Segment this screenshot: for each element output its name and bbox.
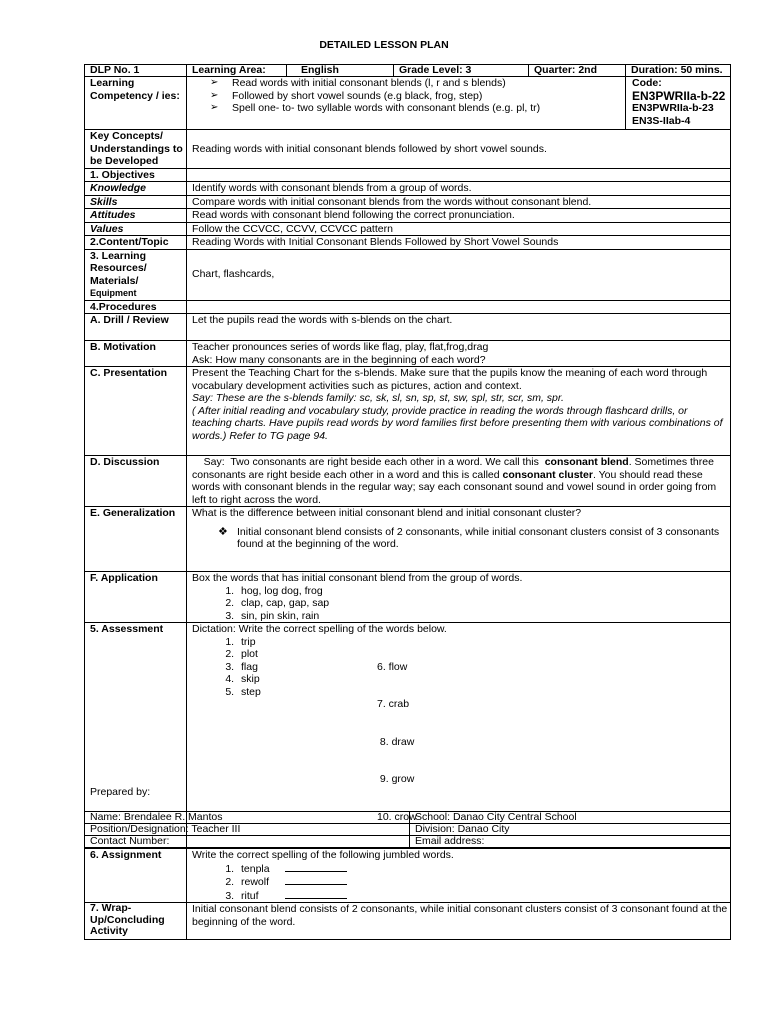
document-title: DETAILED LESSON PLAN <box>319 39 449 51</box>
key-concepts-text: Reading words with initial consonant blends followed by short vowel sounds. <box>187 130 731 169</box>
assessment-word: 4. skip <box>237 673 377 686</box>
application-row <box>85 572 731 623</box>
code-3: EN3S-IIab-4 <box>632 114 691 127</box>
wrapup-label: 7. Wrap- Up/Concluding Activity <box>85 903 187 940</box>
application-item: 3. sin, pin skin, rain <box>237 610 730 623</box>
generalization-question: What is the difference between initial consonant blend and initial consonant cluster? <box>192 507 582 519</box>
skills-text: Compare words with initial consonant blends from the words without consonant blend. <box>187 195 731 209</box>
assessment-word: 1. trip <box>237 636 377 649</box>
assignment-intro: Write the correct spelling of the following jumbled words. <box>192 849 454 861</box>
content-label: 2.Content/Topic <box>85 236 187 250</box>
presentation-cell <box>187 367 731 456</box>
values-text: Follow the CCVCC, CCVV, CCVCC pattern <box>187 222 731 236</box>
resources-label-cell <box>85 249 187 300</box>
jumbled-word <box>237 862 730 876</box>
attitudes-text: Read words with consonant blend following the correct pronunciation. <box>187 209 731 223</box>
discussion-part: . You should read these words with consonant blends in the regular way; say each consonant sound and vowel sound in order going from left to right across the word. <box>192 468 720 506</box>
presentation-text-1: Present the Teaching Chart for the s-blends. Make sure that the pupils know the meaning of each word through vocabulary development activities such as pictures, action and context. <box>192 367 708 392</box>
content-row <box>85 236 731 250</box>
presentation-text-2: Say: These are the s-blends family: sc, sk, sl, sn, sp, st, sw, spl, str, scr, sm, spr. <box>192 392 564 404</box>
key-concepts-label: Key Concepts/ Understandings to be Developed <box>85 130 187 169</box>
assessment-word: 2. plot <box>237 648 377 661</box>
competency-list <box>187 77 625 115</box>
header-row <box>85 65 731 77</box>
division: Division: Danao City <box>410 824 731 836</box>
duration: Duration: 50 mins. <box>626 65 731 77</box>
generalization-label: E. Generalization <box>85 507 187 572</box>
application-intro: Box the words that has initial consonant blend from the group of words. <box>192 572 523 584</box>
assignment-cell <box>187 849 731 903</box>
generalization-list <box>192 526 730 551</box>
application-list <box>192 585 730 623</box>
values-label: Values <box>85 222 187 236</box>
jumbled-word <box>237 889 730 903</box>
procedures-label: 4.Procedures <box>85 300 187 314</box>
competency-label: Learning Competency / ies: <box>85 77 187 130</box>
contact-number: Contact Number: <box>85 836 410 848</box>
resources-text: Chart, flashcards, <box>187 249 731 300</box>
signature-table <box>84 811 731 848</box>
values-row <box>85 222 731 236</box>
application-item: 1. hog, log dog, frog <box>237 585 730 598</box>
assessment-word: 5. step <box>237 686 377 699</box>
assessment-word: 10. crow <box>377 810 417 823</box>
assignment-label: 6. Assignment <box>85 849 187 903</box>
application-label: F. Application <box>85 572 187 623</box>
signature-row <box>85 836 731 848</box>
motivation-cell <box>187 341 731 367</box>
content-text: Reading Words with Initial Consonant Blends Followed by Short Vowel Sounds <box>187 236 731 250</box>
presentation-row <box>85 367 731 456</box>
discussion-part: Say: Two consonants are right beside each other in a word. We call this <box>192 456 545 468</box>
objectives-label: 1. Objectives <box>85 168 187 182</box>
competency-item: ➢ Read words with initial consonant blends (l, r and s blends) <box>210 77 625 90</box>
generalization-cell <box>187 507 731 572</box>
generalization-answer: ❖ Initial consonant blend consists of 2 consonants, while initial consonant clusters consist of 3 consonants found at the beginning of the word. <box>218 526 730 551</box>
signature-row <box>85 824 731 836</box>
objectives-row <box>85 168 731 182</box>
jumbled-word <box>237 875 730 889</box>
motivation-label: B. Motivation <box>85 341 187 367</box>
lesson-plan-table <box>84 64 731 940</box>
competency-list-cell <box>187 77 626 130</box>
competency-item: ➢ Followed by short vowel sounds (e.g black, frog, step) <box>210 90 625 103</box>
skills-row <box>85 195 731 209</box>
attitudes-label: Attitudes <box>85 209 187 223</box>
code-cell <box>626 77 731 130</box>
learning-area-label: Learning Area: <box>187 65 287 77</box>
teacher-name: Name: Brendalee R. Mantos <box>85 812 410 824</box>
answer-blank[interactable] <box>285 889 347 899</box>
assessment-intro: Dictation: Write the correct spelling of the words below. <box>192 623 447 635</box>
code-label: Code: <box>632 77 662 89</box>
position: Position/Designation: Teacher III <box>85 824 410 836</box>
jumbled-word-text: rituf <box>241 889 259 902</box>
assignment-row <box>85 849 731 903</box>
drill-label: A. Drill / Review <box>85 314 187 341</box>
assessment-word: 3. flag <box>237 661 377 674</box>
jumbled-word-text: tenpla <box>241 862 270 875</box>
grade-level: Grade Level: 3 <box>394 65 529 77</box>
assessment-word: 6. flow <box>377 660 408 673</box>
drill-row <box>85 314 731 341</box>
learning-area-value: English <box>287 65 394 77</box>
school: School: Danao City Central School <box>410 812 731 824</box>
email-address: Email address: <box>410 836 731 848</box>
knowledge-label: Knowledge <box>85 182 187 196</box>
knowledge-text: Identify words with consonant blends from a group of words. <box>187 182 731 196</box>
jumbled-word-text: rewolf <box>241 876 270 888</box>
assignment-list <box>192 862 730 903</box>
wrapup-text: Initial consonant blend consists of 2 consonants, while initial consonant clusters consist of 3 consonant found at the beginning of the word. <box>187 903 731 940</box>
key-concepts-row <box>85 130 731 169</box>
presentation-text-3: ( After initial reading and vocabulary study, provide practice in reading the words through flashcard drills, or teaching charts. Have pupils read words by word families first before presenting them with various combinations of words.) Refer to TG page 94. <box>192 404 723 442</box>
assessment-word: 9. grow <box>377 773 415 785</box>
wrapup-row <box>85 903 731 940</box>
procedures-row <box>85 300 731 314</box>
presentation-label: C. Presentation <box>85 367 187 456</box>
motivation-line-1: Teacher pronounces series of words like flag, play, flat,frog,drag <box>192 341 489 353</box>
consonant-blend-term: consonant blend <box>544 456 629 468</box>
competency-row <box>85 77 731 130</box>
consonant-cluster-term: consonant cluster <box>502 468 593 481</box>
motivation-line-2: Ask: How many consonants are in the beginning of each word? <box>192 353 486 366</box>
answer-blank[interactable] <box>285 875 347 885</box>
skills-label: Skills <box>85 195 187 209</box>
discussion-text <box>187 456 731 507</box>
answer-blank[interactable] <box>285 862 347 872</box>
attitudes-row <box>85 209 731 223</box>
motivation-row <box>85 341 731 367</box>
resources-row <box>85 249 731 300</box>
code-2: EN3PWRIIa-b-23 <box>632 102 714 114</box>
prepared-by-label: Prepared by: <box>90 786 151 798</box>
dlp-number: DLP No. 1 <box>85 65 187 77</box>
drill-text: Let the pupils read the words with s-blends on the chart. <box>187 314 731 341</box>
assessment-label: 5. Assessment <box>85 623 187 849</box>
quarter: Quarter: 2nd <box>529 65 626 77</box>
competency-item: ➢ Spell one- to- two syllable words with consonant blends (e.g. pl, tr) <box>210 102 625 115</box>
discussion-label: D. Discussion <box>85 456 187 507</box>
resources-label: 3. Learning Resources/ Materials/ <box>90 249 147 287</box>
signature-row <box>85 812 731 824</box>
assessment-word: 7. crab <box>377 698 410 710</box>
assessment-word: 8. draw <box>377 735 415 748</box>
knowledge-row <box>85 182 731 196</box>
resources-label-small: Equipment <box>90 288 137 298</box>
application-cell <box>187 572 731 623</box>
discussion-part: . Sometimes three consonants are right beside each other in a word and this is called <box>192 456 717 481</box>
discussion-row <box>85 456 731 507</box>
generalization-row <box>85 507 731 572</box>
application-item: 2. clap, cap, gap, sap <box>237 597 730 610</box>
code-1: EN3PWRIIa-b-22 <box>632 88 726 103</box>
